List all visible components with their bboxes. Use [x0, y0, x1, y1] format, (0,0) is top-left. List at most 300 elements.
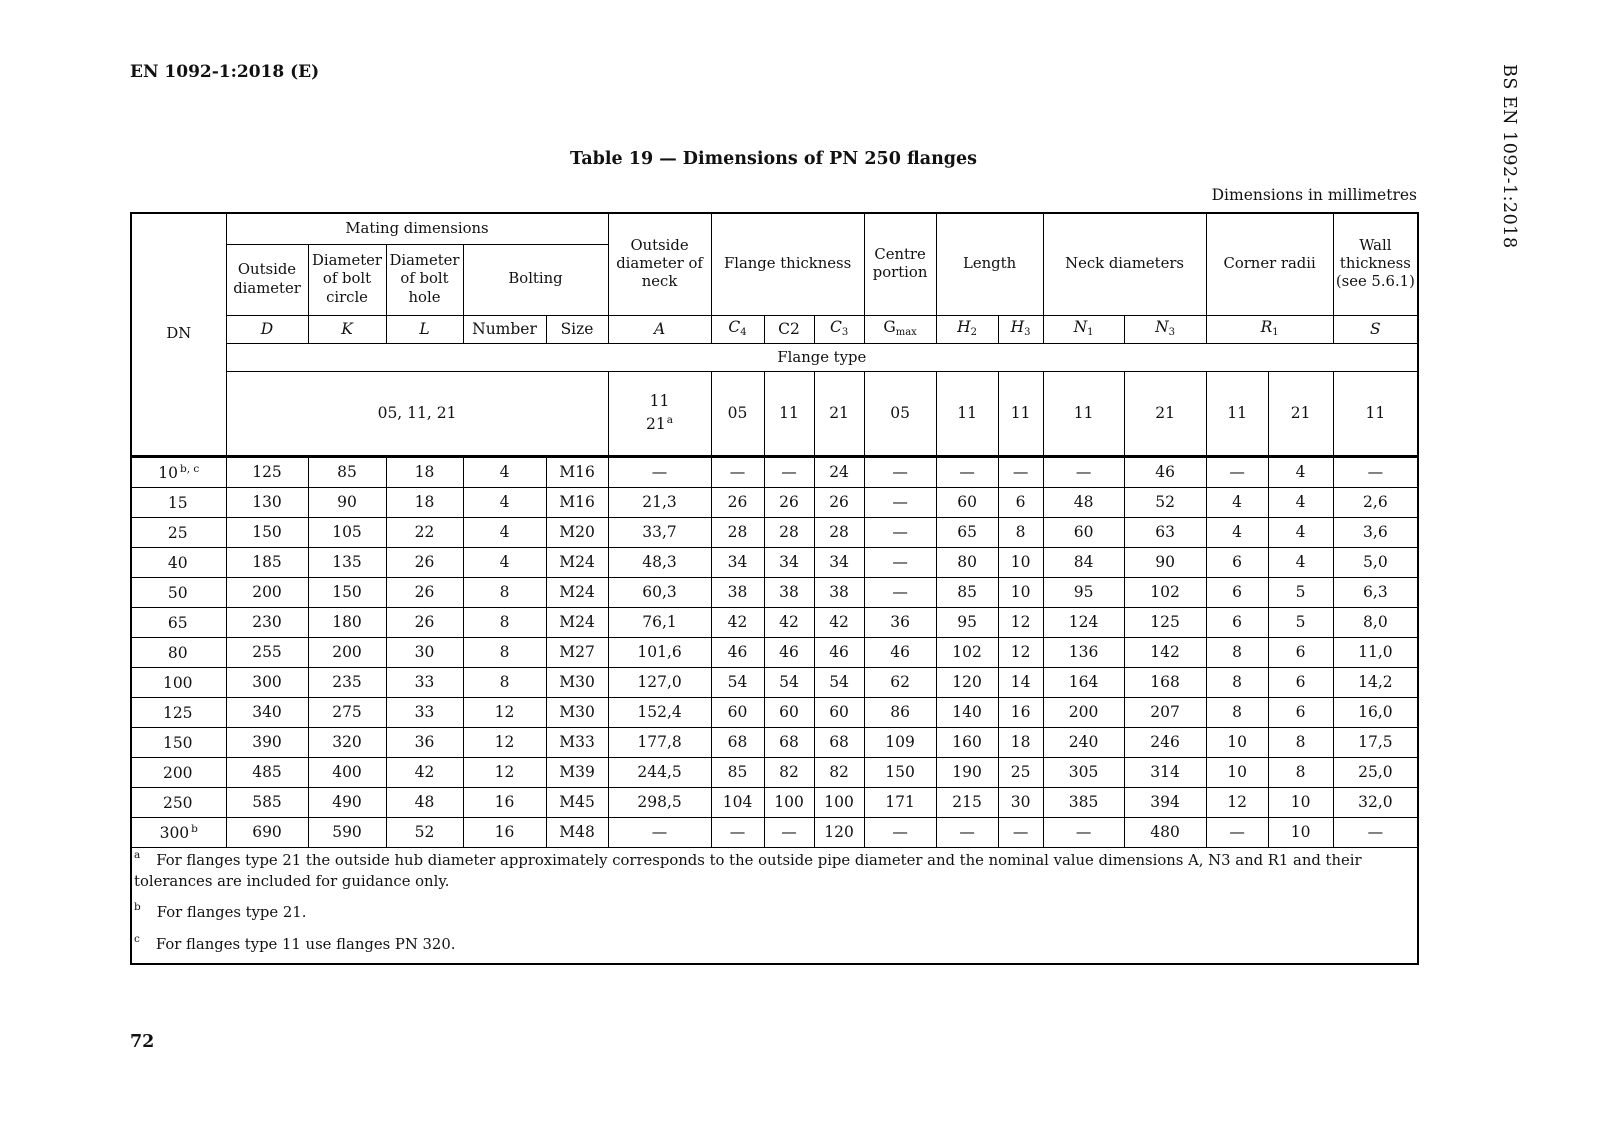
cell: 60	[1043, 517, 1124, 547]
page-number: 72	[130, 1032, 155, 1052]
header-neck-od: Outside diameter of neck	[608, 213, 711, 315]
cell: 52	[386, 817, 463, 847]
cell: 230	[226, 607, 308, 637]
cell: 235	[308, 667, 386, 697]
cell: 150	[226, 517, 308, 547]
cell: 28	[764, 517, 814, 547]
cell: 8	[463, 577, 546, 607]
flange-type-c3: 21	[814, 371, 864, 456]
cell: 246	[1124, 727, 1206, 757]
col-symbol-a: A	[608, 315, 711, 343]
cell: 164	[1043, 667, 1124, 697]
cell: 85	[308, 456, 386, 487]
table-row	[131, 607, 1418, 637]
flange-type-n1: 11	[1043, 371, 1124, 456]
cell: 42	[386, 757, 463, 787]
cell: 8	[1268, 757, 1333, 787]
cell: 127,0	[608, 667, 711, 697]
table-row	[131, 637, 1418, 667]
table-row	[131, 517, 1418, 547]
flange-type-r1b: 21	[1268, 371, 1333, 456]
cell: 171	[864, 787, 936, 817]
cell: —	[864, 817, 936, 847]
cell: 136	[1043, 637, 1124, 667]
cell: 340	[226, 697, 308, 727]
dn-cell: 100	[131, 667, 226, 697]
cell: 26	[814, 487, 864, 517]
cell: M30	[546, 667, 608, 697]
standard-side-label: BS EN 1092-1:2018	[1499, 64, 1519, 249]
cell: 6	[1268, 667, 1333, 697]
cell: 33	[386, 697, 463, 727]
cell: —	[936, 456, 998, 487]
header-bolting: Bolting	[463, 244, 608, 315]
cell: 86	[864, 697, 936, 727]
cell: 34	[814, 547, 864, 577]
col-symbol-c2: C2	[764, 315, 814, 343]
cell: M48	[546, 817, 608, 847]
cell: M30	[546, 697, 608, 727]
cell: 30	[386, 637, 463, 667]
flange-type-gmax: 05	[864, 371, 936, 456]
cell: 11,0	[1333, 637, 1418, 667]
cell: 101,6	[608, 637, 711, 667]
cell: 25,0	[1333, 757, 1418, 787]
cell: 10	[1206, 727, 1268, 757]
cell: 8	[998, 517, 1043, 547]
flange-type-h2: 11	[936, 371, 998, 456]
cell: 36	[864, 607, 936, 637]
header-outside-diameter: Outside diameter	[226, 244, 308, 315]
cell: 12	[463, 757, 546, 787]
cell: 200	[308, 637, 386, 667]
table-row	[131, 487, 1418, 517]
col-symbol-d: D	[226, 315, 308, 343]
cell: 46	[1124, 456, 1206, 487]
cell: 120	[814, 817, 864, 847]
cell: 14,2	[1333, 667, 1418, 697]
header-mating-dimensions: Mating dimensions	[226, 213, 608, 244]
cell: 38	[764, 577, 814, 607]
cell: —	[864, 547, 936, 577]
cell: 275	[308, 697, 386, 727]
cell: 5	[1268, 607, 1333, 637]
cell: 120	[936, 667, 998, 697]
cell: —	[608, 456, 711, 487]
cell: 215	[936, 787, 998, 817]
document-number: EN 1092-1:2018 (E)	[130, 62, 320, 82]
cell: 385	[1043, 787, 1124, 817]
cell: 38	[814, 577, 864, 607]
cell: 104	[711, 787, 764, 817]
flange-type-h3: 11	[998, 371, 1043, 456]
cell: 100	[764, 787, 814, 817]
col-symbol-c3: $C_3$	[814, 315, 864, 343]
cell: 26	[764, 487, 814, 517]
cell: 46	[814, 637, 864, 667]
cell: 2,6	[1333, 487, 1418, 517]
cell: 95	[1043, 577, 1124, 607]
cell: 63	[1124, 517, 1206, 547]
dn-cell: 15	[131, 487, 226, 517]
cell: 298,5	[608, 787, 711, 817]
header-corner-radii: Corner radii	[1206, 213, 1333, 315]
cell: 690	[226, 817, 308, 847]
cell: 4	[463, 487, 546, 517]
cell: —	[864, 487, 936, 517]
col-symbol-k: K	[308, 315, 386, 343]
dn-cell: 80	[131, 637, 226, 667]
cell: 42	[814, 607, 864, 637]
cell: M24	[546, 607, 608, 637]
flange-type-a: 11 21$^a$	[608, 371, 711, 456]
cell: 5,0	[1333, 547, 1418, 577]
flange-type-n3: 21	[1124, 371, 1206, 456]
cell: 28	[711, 517, 764, 547]
cell: 150	[308, 577, 386, 607]
cell: 305	[1043, 757, 1124, 787]
cell: M16	[546, 487, 608, 517]
cell: M24	[546, 547, 608, 577]
cell: —	[1043, 817, 1124, 847]
cell: 135	[308, 547, 386, 577]
col-symbol-h2: $H_2$	[936, 315, 998, 343]
cell: 82	[764, 757, 814, 787]
flange-type-mating: 05, 11, 21	[226, 371, 608, 456]
col-symbol-n3: $N_3$	[1124, 315, 1206, 343]
cell: —	[1206, 456, 1268, 487]
cell: —	[1206, 817, 1268, 847]
cell: 90	[1124, 547, 1206, 577]
dn-cell: 40	[131, 547, 226, 577]
cell: 26	[711, 487, 764, 517]
cell: 4	[1268, 547, 1333, 577]
footnote: $^b$ For flanges type 21.	[134, 901, 307, 922]
cell: M45	[546, 787, 608, 817]
flange-type-c4: 05	[711, 371, 764, 456]
dn-cell: 25	[131, 517, 226, 547]
header-length: Length	[936, 213, 1043, 315]
cell: 244,5	[608, 757, 711, 787]
cell: 105	[308, 517, 386, 547]
cell: —	[711, 817, 764, 847]
cell: 95	[936, 607, 998, 637]
cell: 185	[226, 547, 308, 577]
cell: 12	[463, 727, 546, 757]
cell: 65	[936, 517, 998, 547]
table-row	[131, 817, 1418, 847]
table-row	[131, 757, 1418, 787]
cell: 200	[226, 577, 308, 607]
cell: 390	[226, 727, 308, 757]
cell: 177,8	[608, 727, 711, 757]
dn-cell: 125	[131, 697, 226, 727]
cell: 16	[998, 697, 1043, 727]
cell: 54	[711, 667, 764, 697]
footnote: $^a$ For flanges type 21 the outside hub diameter approximately corresponds to the outside pipe diameter and the nominal value dimensions A, N3 and R1 and their tolerances are included for guidance only.	[134, 848, 1362, 890]
cell: 180	[308, 607, 386, 637]
cell: M27	[546, 637, 608, 667]
table-row	[131, 787, 1418, 817]
cell: 152,4	[608, 697, 711, 727]
cell: 314	[1124, 757, 1206, 787]
table-row	[131, 667, 1418, 697]
cell: 14	[998, 667, 1043, 697]
cell: M39	[546, 757, 608, 787]
cell: 10	[1268, 817, 1333, 847]
header-dn: DN	[131, 213, 226, 456]
col-symbol-s: S	[1333, 315, 1418, 343]
cell: 21,3	[608, 487, 711, 517]
cell: 68	[711, 727, 764, 757]
cell: 60	[711, 697, 764, 727]
cell: 4	[1268, 456, 1333, 487]
cell: 26	[386, 577, 463, 607]
cell: 130	[226, 487, 308, 517]
cell: 8	[1206, 697, 1268, 727]
table-title: Table 19 — Dimensions of PN 250 flanges	[569, 149, 978, 169]
cell: 42	[764, 607, 814, 637]
cell: 18	[386, 487, 463, 517]
cell: 300	[226, 667, 308, 697]
cell: —	[864, 456, 936, 487]
cell: 124	[1043, 607, 1124, 637]
cell: 4	[1206, 517, 1268, 547]
header-neck-diameters: Neck diameters	[1043, 213, 1206, 315]
table-row	[131, 727, 1418, 757]
cell: 6	[1268, 697, 1333, 727]
cell: 100	[814, 787, 864, 817]
cell: 46	[711, 637, 764, 667]
flange-type-s: 11	[1333, 371, 1418, 456]
cell: 4	[463, 456, 546, 487]
footnotes-row	[131, 847, 1418, 964]
cell: 6	[1206, 577, 1268, 607]
cell: 255	[226, 637, 308, 667]
table-row	[131, 577, 1418, 607]
cell: 48	[386, 787, 463, 817]
cell: 48	[1043, 487, 1124, 517]
cell: 160	[936, 727, 998, 757]
cell: 320	[308, 727, 386, 757]
cell: 30	[998, 787, 1043, 817]
cell: 400	[308, 757, 386, 787]
cell: 26	[386, 547, 463, 577]
cell: 18	[998, 727, 1043, 757]
cell: 60,3	[608, 577, 711, 607]
cell: 76,1	[608, 607, 711, 637]
cell: 36	[386, 727, 463, 757]
cell: 4	[1268, 487, 1333, 517]
cell: 16,0	[1333, 697, 1418, 727]
header-row-groups	[131, 213, 1418, 244]
dn-cell: 150	[131, 727, 226, 757]
cell: 8	[463, 667, 546, 697]
header-wall-thickness: Wall thickness (see 5.6.1)	[1333, 213, 1418, 315]
cell: —	[711, 456, 764, 487]
cell: 62	[864, 667, 936, 697]
cell: 485	[226, 757, 308, 787]
cell: 17,5	[1333, 727, 1418, 757]
cell: 109	[864, 727, 936, 757]
dn-cell: 10 $^{b, c}$	[131, 456, 226, 487]
header-centre-portion: Centre portion	[864, 213, 936, 315]
cell: 6	[1206, 547, 1268, 577]
cell: 168	[1124, 667, 1206, 697]
col-symbol-r1: $R_1$	[1206, 315, 1333, 343]
cell: 240	[1043, 727, 1124, 757]
cell: 10	[998, 577, 1043, 607]
cell: 590	[308, 817, 386, 847]
cell: 80	[936, 547, 998, 577]
cell: —	[1333, 456, 1418, 487]
col-symbol-c4: $C_4$	[711, 315, 764, 343]
cell: 60	[814, 697, 864, 727]
cell: 90	[308, 487, 386, 517]
cell: 190	[936, 757, 998, 787]
cell: 33	[386, 667, 463, 697]
cell: —	[764, 817, 814, 847]
dn-cell: 200	[131, 757, 226, 787]
cell: —	[1333, 817, 1418, 847]
col-symbol-l: L	[386, 315, 463, 343]
cell: 26	[386, 607, 463, 637]
cell: 25	[998, 757, 1043, 787]
cell: 8	[463, 607, 546, 637]
cell: M33	[546, 727, 608, 757]
cell: 48,3	[608, 547, 711, 577]
cell: 5	[1268, 577, 1333, 607]
header-flange-thickness: Flange thickness	[711, 213, 864, 315]
cell: 18	[386, 456, 463, 487]
cell: —	[864, 517, 936, 547]
cell: 490	[308, 787, 386, 817]
cell: 12	[463, 697, 546, 727]
cell: 207	[1124, 697, 1206, 727]
cell: 125	[226, 456, 308, 487]
cell: 22	[386, 517, 463, 547]
cell: 54	[764, 667, 814, 697]
cell: —	[608, 817, 711, 847]
col-symbol-h3: $H_3$	[998, 315, 1043, 343]
cell: 68	[764, 727, 814, 757]
cell: 585	[226, 787, 308, 817]
cell: 12	[998, 607, 1043, 637]
col-symbol-n1: $N_1$	[1043, 315, 1124, 343]
cell: 34	[711, 547, 764, 577]
cell: 52	[1124, 487, 1206, 517]
cell: 6	[1206, 607, 1268, 637]
cell: 200	[1043, 697, 1124, 727]
table-row	[131, 697, 1418, 727]
cell: M16	[546, 456, 608, 487]
cell: —	[936, 817, 998, 847]
cell: 6	[1268, 637, 1333, 667]
cell: 394	[1124, 787, 1206, 817]
cell: 84	[1043, 547, 1124, 577]
cell: 10	[1206, 757, 1268, 787]
cell: 60	[764, 697, 814, 727]
cell: M20	[546, 517, 608, 547]
cell: 8	[1206, 637, 1268, 667]
header-row-symbols	[131, 315, 1418, 343]
cell: 85	[711, 757, 764, 787]
cell: 4	[463, 517, 546, 547]
cell: 82	[814, 757, 864, 787]
cell: 33,7	[608, 517, 711, 547]
cell: 480	[1124, 817, 1206, 847]
cell: 102	[1124, 577, 1206, 607]
cell: —	[764, 456, 814, 487]
header-bolt-circle: Diameter of bolt circle	[308, 244, 386, 315]
cell: 85	[936, 577, 998, 607]
cell: 46	[764, 637, 814, 667]
cell: 8	[1268, 727, 1333, 757]
units-note: Dimensions in millimetres	[1211, 186, 1417, 204]
cell: 150	[864, 757, 936, 787]
dn-cell: 65	[131, 607, 226, 637]
table-row	[131, 547, 1418, 577]
cell: M24	[546, 577, 608, 607]
cell: 28	[814, 517, 864, 547]
cell: 16	[463, 787, 546, 817]
cell: 46	[864, 637, 936, 667]
flange-type-values-row	[131, 371, 1418, 456]
dn-cell: 300 $^b$	[131, 817, 226, 847]
cell: 140	[936, 697, 998, 727]
cell: 102	[936, 637, 998, 667]
cell: 12	[998, 637, 1043, 667]
cell: —	[998, 456, 1043, 487]
cell: 8	[463, 637, 546, 667]
cell: 4	[1206, 487, 1268, 517]
header-bolt-hole: Diameter of bolt hole	[386, 244, 463, 315]
cell: 10	[998, 547, 1043, 577]
cell: 6,3	[1333, 577, 1418, 607]
table-row	[131, 456, 1418, 487]
cell: 16	[463, 817, 546, 847]
dn-cell: 50	[131, 577, 226, 607]
flange-type-label: Flange type	[226, 343, 1418, 371]
footnote: $^c$ For flanges type 11 use flanges PN 320.	[134, 932, 456, 953]
cell: —	[1043, 456, 1124, 487]
cell: 12	[1206, 787, 1268, 817]
cell: 125	[1124, 607, 1206, 637]
flange-type-label-row	[131, 343, 1418, 371]
cell: 24	[814, 456, 864, 487]
cell: 8	[1206, 667, 1268, 697]
cell: 54	[814, 667, 864, 697]
dn-cell: 250	[131, 787, 226, 817]
cell: 32,0	[1333, 787, 1418, 817]
cell: —	[998, 817, 1043, 847]
footnotes-area	[131, 847, 1418, 964]
cell: 34	[764, 547, 814, 577]
col-header-size: Size	[546, 315, 608, 343]
cell: 8,0	[1333, 607, 1418, 637]
cell: 6	[998, 487, 1043, 517]
flange-type-c2: 11	[764, 371, 814, 456]
cell: 4	[1268, 517, 1333, 547]
cell: 68	[814, 727, 864, 757]
cell: 142	[1124, 637, 1206, 667]
flange-dimensions-table	[130, 212, 1419, 965]
cell: 60	[936, 487, 998, 517]
cell: 42	[711, 607, 764, 637]
col-symbol-gmax: $G_{max}$	[864, 315, 936, 343]
cell: 4	[463, 547, 546, 577]
cell: —	[864, 577, 936, 607]
